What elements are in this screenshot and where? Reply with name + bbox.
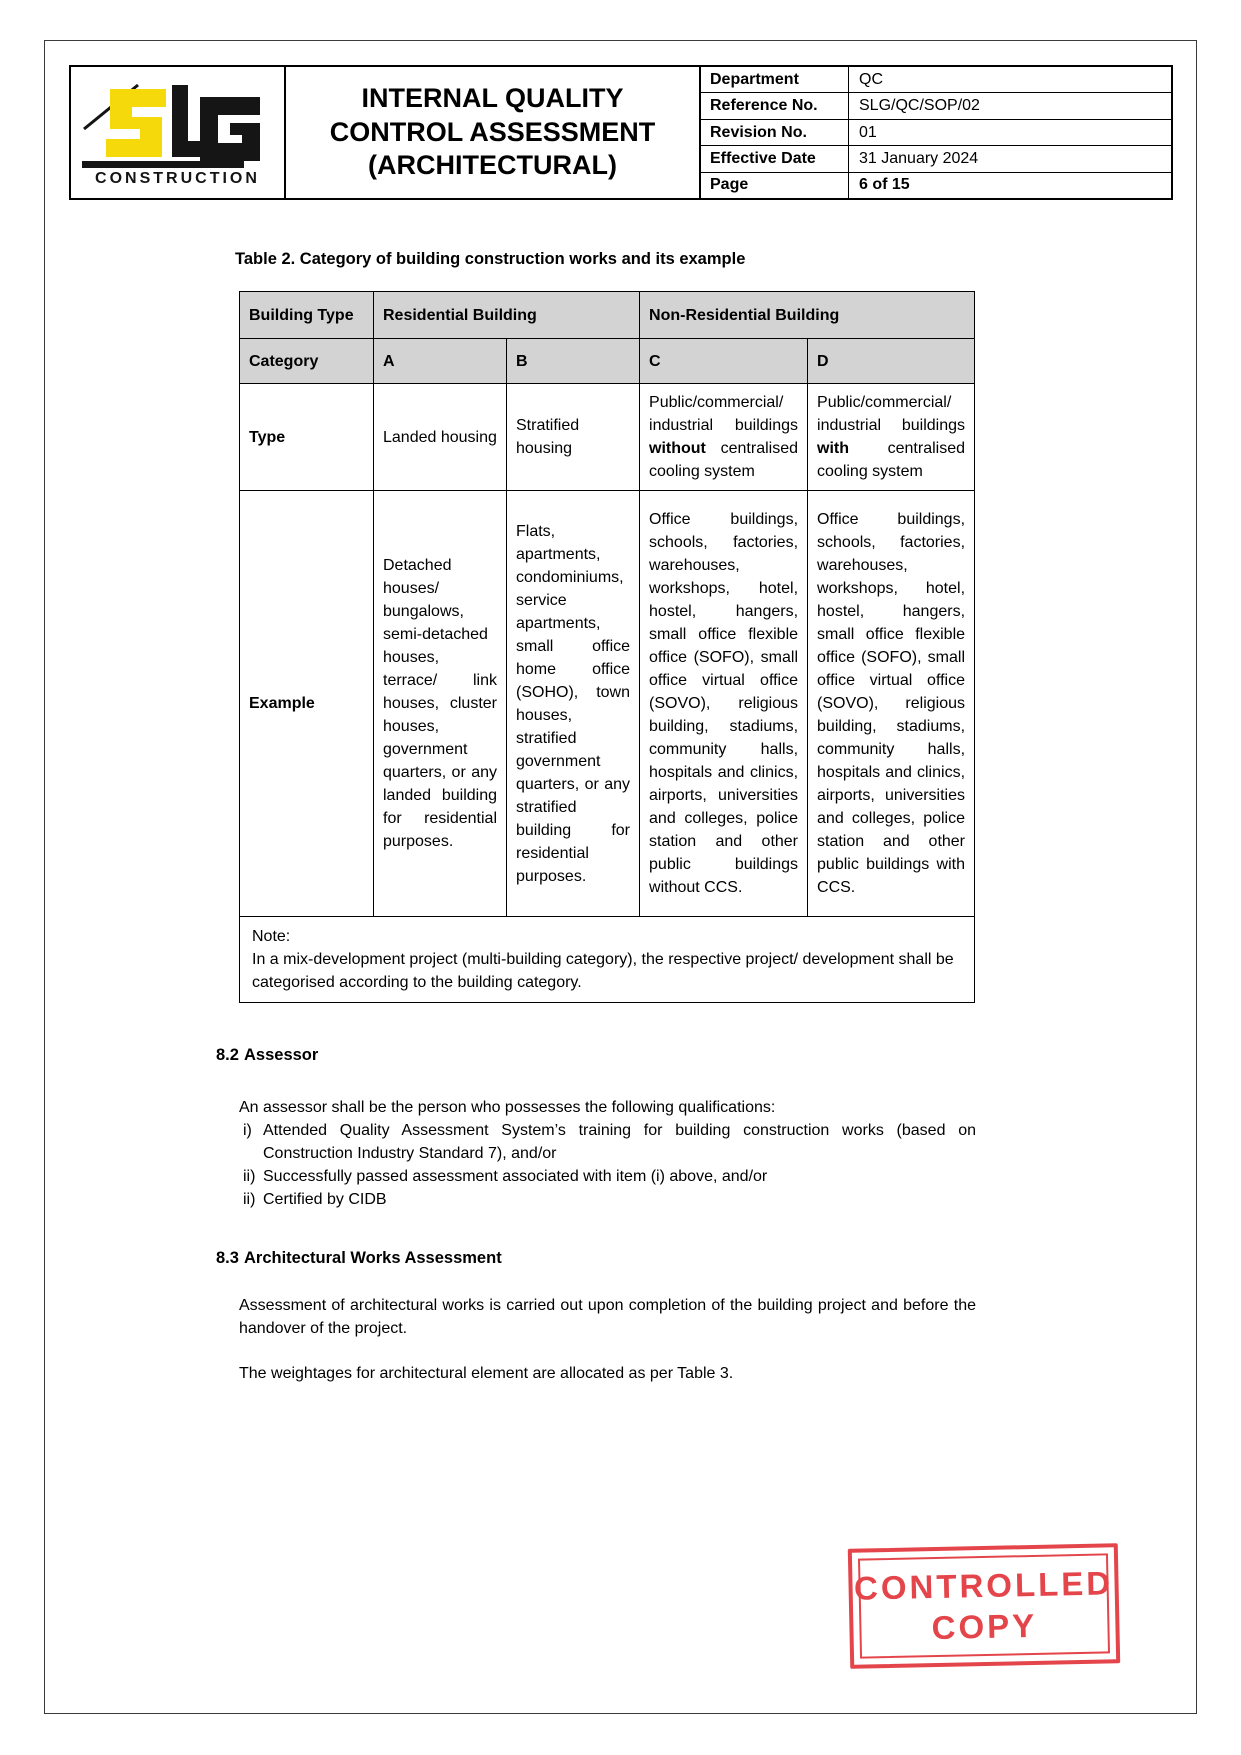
slg-logo-icon bbox=[80, 77, 276, 169]
table2-category-row bbox=[240, 339, 975, 384]
section-8-2-heading bbox=[216, 1044, 978, 1067]
info-value: SLG/QC/SOP/02 bbox=[859, 97, 980, 115]
type-d: Public/commercial/ industrial buildings with centralised cooling system bbox=[808, 384, 975, 491]
header-residential: Residential Building bbox=[374, 292, 640, 339]
type-a: Landed housing bbox=[374, 384, 507, 491]
example-c: Office buildings, schools, factories, warehouses, workshops, hotel, hostel, hangers, small office flexible office (SOFO), small office virtual office (SOVO), religious building, stadiums, community halls, hospitals and clinics, airports, universities and colleges, police station and other public buildings without CCS. bbox=[640, 491, 808, 917]
info-label: Effective Date bbox=[701, 146, 849, 171]
category-d: D bbox=[808, 339, 975, 384]
info-label: Reference No. bbox=[701, 93, 849, 118]
table2-type-row bbox=[240, 384, 975, 491]
table2-caption: Table 2. Category of building construction works and its example bbox=[235, 250, 746, 268]
example-d: Office buildings, schools, factories, warehouses, workshops, hotel, hostel, hangers, small office flexible office (SOFO), small office virtual office (SOVO), religious building, stadiums, community halls, hospitals and clinics, airports, universities and colleges, police station and other public buildings with CCS. bbox=[808, 491, 975, 917]
stamp-line-1: CONTROLLED bbox=[853, 1564, 1114, 1607]
assessment-paragraph-2: The weightages for architectural element are allocated as per Table 3. bbox=[239, 1365, 734, 1382]
title-line-1: INTERNAL QUALITY bbox=[361, 82, 624, 113]
category-label: Category bbox=[240, 339, 374, 384]
table2-note-row bbox=[240, 917, 975, 1003]
list-text: Attended Quality Assessment System’s training for building construction works (based on Construction Industry Standard 7), and/or bbox=[263, 1122, 976, 1162]
section-8-3-heading bbox=[216, 1247, 978, 1270]
section-8-3-body bbox=[239, 1294, 976, 1385]
document-header bbox=[69, 65, 1173, 200]
info-row-reference bbox=[701, 93, 1171, 119]
note-title: Note: bbox=[252, 928, 291, 945]
document-info-table bbox=[701, 67, 1171, 198]
table2 bbox=[239, 291, 975, 1003]
assessor-intro: An assessor shall be the person who possesses the following qualifications: bbox=[239, 1099, 776, 1116]
type-c: Public/commercial/ industrial buildings without centralised cooling system bbox=[640, 384, 808, 491]
section-title: Assessor bbox=[244, 1046, 319, 1064]
table2-example-row bbox=[240, 491, 975, 917]
controlled-copy-stamp bbox=[848, 1543, 1120, 1669]
stamp-line-2: COPY bbox=[931, 1606, 1038, 1647]
list-marker: ii) bbox=[243, 1168, 256, 1185]
list-item bbox=[239, 1119, 976, 1165]
list-item bbox=[239, 1188, 976, 1211]
header-building-type: Building Type bbox=[240, 292, 374, 339]
table2-header-row bbox=[240, 292, 975, 339]
list-marker: ii) bbox=[243, 1191, 256, 1208]
list-item bbox=[239, 1165, 976, 1188]
info-row-page bbox=[701, 173, 1171, 198]
info-label: Page bbox=[701, 173, 849, 198]
type-b: Stratified housing bbox=[507, 384, 640, 491]
company-logo bbox=[71, 67, 286, 198]
list-text: Certified by CIDB bbox=[263, 1191, 387, 1208]
list-marker: i) bbox=[243, 1122, 252, 1139]
section-title: Architectural Works Assessment bbox=[244, 1249, 502, 1267]
example-label: Example bbox=[240, 491, 374, 917]
section-number: 8.2 bbox=[216, 1046, 239, 1064]
page-border bbox=[44, 40, 1197, 1714]
list-text: Successfully passed assessment associated with item (i) above, and/or bbox=[263, 1168, 768, 1185]
title-line-2: CONTROL ASSESSMENT bbox=[329, 116, 656, 147]
info-row-revision bbox=[701, 120, 1171, 146]
info-value: 31 January 2024 bbox=[859, 149, 979, 167]
info-row-effective-date bbox=[701, 146, 1171, 172]
note-cell bbox=[240, 917, 975, 1003]
body-sections bbox=[216, 1044, 978, 1385]
title-line-3: (ARCHITECTURAL) bbox=[368, 150, 617, 181]
info-label: Revision No. bbox=[701, 120, 849, 145]
controlled-copy-stamp-text bbox=[853, 1553, 1114, 1658]
document-title bbox=[286, 67, 701, 198]
info-value: QC bbox=[859, 70, 883, 88]
note-body: In a mix-development project (multi-building category), the respective project/ development shall be categorised according to the building category. bbox=[252, 951, 954, 991]
info-value: 6 of 15 bbox=[859, 176, 910, 194]
type-label: Type bbox=[240, 384, 374, 491]
example-b: Flats, apartments, condominiums, service apartments, small office home office (SOHO), town houses, stratified government quarters, or any stratified building for residential purposes. bbox=[507, 491, 640, 917]
example-a: Detached houses/ bungalows, semi-detached houses, terrace/ link houses, cluster houses, government quarters, or any landed building for residential purposes. bbox=[374, 491, 507, 917]
header-non-residential: Non-Residential Building bbox=[640, 292, 975, 339]
assessment-paragraph-1: Assessment of architectural works is carried out upon completion of the building project and before the handover of the project. bbox=[239, 1297, 976, 1337]
section-number: 8.3 bbox=[216, 1249, 239, 1267]
info-label: Department bbox=[701, 67, 849, 92]
category-b: B bbox=[507, 339, 640, 384]
section-8-2-body bbox=[239, 1096, 976, 1211]
info-value: 01 bbox=[859, 123, 877, 141]
logo-construction-text: CONSTRUCTION bbox=[95, 170, 260, 187]
info-row-department bbox=[701, 67, 1171, 93]
category-c: C bbox=[640, 339, 808, 384]
category-a: A bbox=[374, 339, 507, 384]
